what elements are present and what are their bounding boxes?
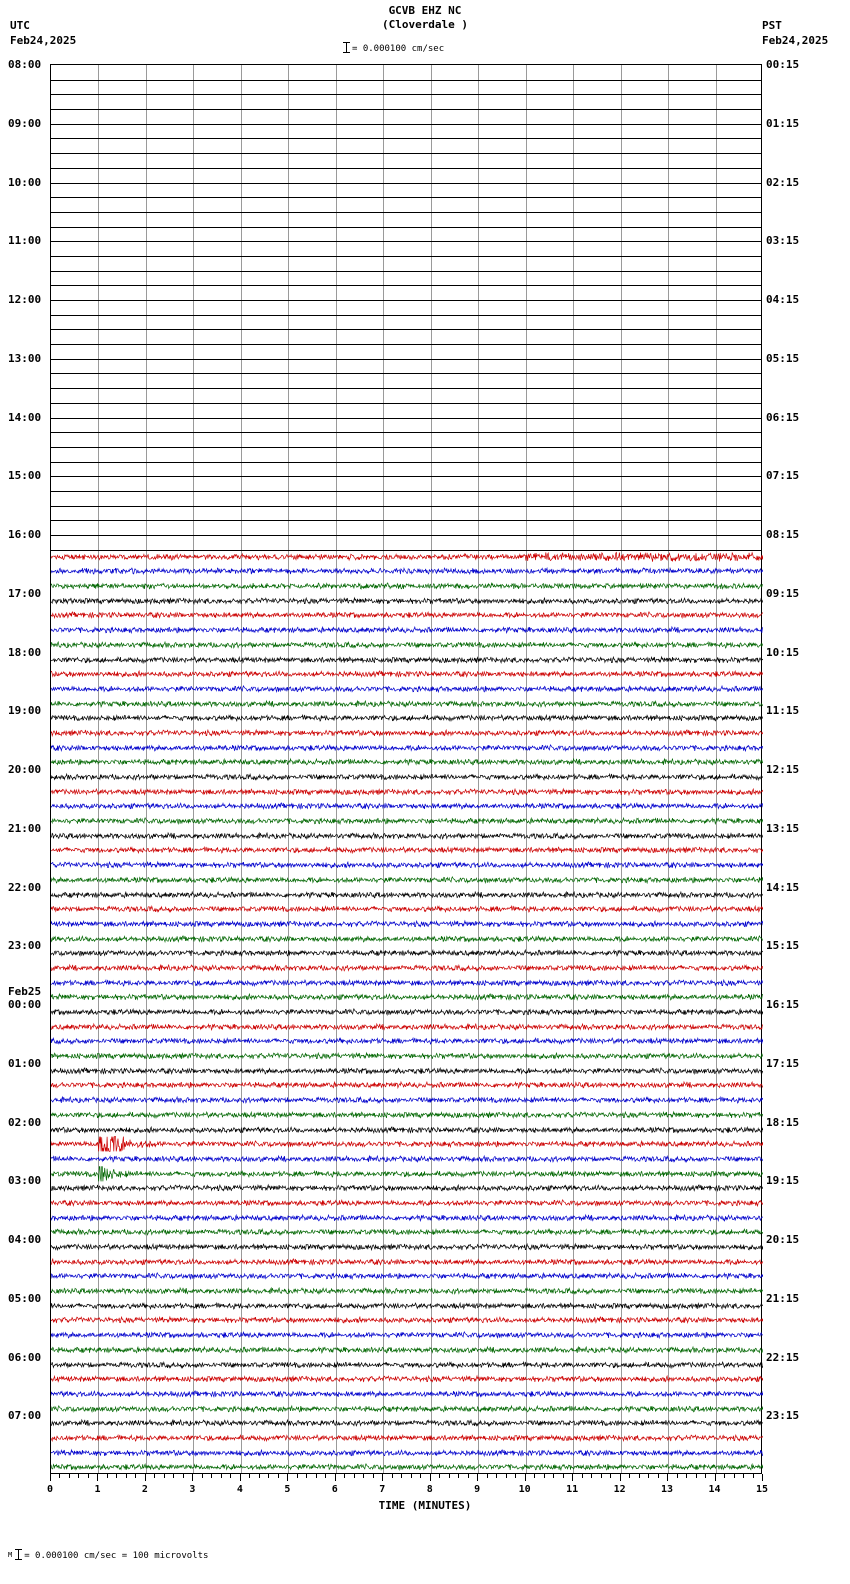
seismic-trace <box>51 1430 763 1446</box>
utc-hour-label: 08:00 <box>8 58 42 71</box>
x-axis-minor-tick <box>677 1474 678 1478</box>
pst-hour-label: 14:15 <box>766 880 800 894</box>
scale-bar-icon <box>346 42 347 53</box>
hour-separator <box>51 520 761 521</box>
utc-hour-label: 13:00 <box>8 351 42 365</box>
seismic-trace <box>51 607 763 623</box>
pst-hour-label: 23:15 <box>766 1409 800 1423</box>
x-axis-minor-tick <box>724 1474 725 1478</box>
hour-separator <box>51 447 761 448</box>
x-axis-minor-tick <box>601 1474 602 1478</box>
seismic-trace <box>51 725 763 741</box>
x-axis-minor-tick <box>88 1474 89 1478</box>
location-line: (Cloverdale ) <box>381 18 469 31</box>
utc-hour-label: 16:00 <box>8 528 42 541</box>
x-axis-minor-tick <box>297 1474 298 1478</box>
hour-separator <box>51 256 761 257</box>
pst-hour-label: 03:15 <box>766 234 800 248</box>
seismic-trace <box>51 1180 763 1196</box>
x-axis-minor-tick <box>344 1474 345 1478</box>
hour-separator <box>51 285 761 286</box>
footer-text: = 0.000100 cm/sec = 100 microvolts <box>24 1551 209 1561</box>
pst-header <box>762 18 828 48</box>
utc-hour-label: 20:00 <box>8 763 42 776</box>
hour-separator <box>51 315 761 316</box>
x-axis-minor-tick <box>59 1474 60 1478</box>
utc-hour-label: 04:00 <box>8 1233 42 1246</box>
hour-separator <box>51 138 761 139</box>
hour-separator <box>51 168 761 169</box>
x-axis-minor-tick <box>306 1474 307 1478</box>
x-axis-minor-tick <box>363 1474 364 1478</box>
seismic-trace <box>51 769 763 785</box>
hour-separator <box>51 506 761 507</box>
chart-title <box>0 4 850 32</box>
utc-hour-label: 01:00 <box>8 1056 42 1070</box>
x-axis-minor-tick <box>154 1474 155 1478</box>
x-axis-minor-tick <box>515 1474 516 1478</box>
footer-scale-note <box>8 1549 208 1561</box>
seismic-trace <box>51 1342 763 1358</box>
seismic-trace <box>51 1077 763 1093</box>
seismic-trace <box>51 681 763 697</box>
seismic-trace <box>51 945 763 961</box>
hour-separator <box>51 432 761 433</box>
x-axis-minor-tick <box>487 1474 488 1478</box>
x-axis-tick-label: 12 <box>613 1484 626 1495</box>
footer-prefix: M <box>8 1551 13 1559</box>
utc-hour-label: 14:00 <box>8 410 42 424</box>
hour-separator <box>51 227 761 228</box>
utc-hour-label: 19:00 <box>8 704 42 718</box>
x-axis-major-tick <box>192 1474 193 1481</box>
seismic-trace <box>51 1107 763 1123</box>
seismic-trace <box>51 637 763 653</box>
pst-hour-label: 22:15 <box>766 1350 800 1364</box>
x-axis-minor-tick <box>439 1474 440 1478</box>
seismic-trace <box>51 754 763 770</box>
hour-separator <box>51 403 761 404</box>
utc-day-marker: Feb25 <box>8 985 42 998</box>
x-axis-minor-tick <box>411 1474 412 1478</box>
hour-separator <box>51 462 761 463</box>
hour-separator <box>51 476 761 477</box>
seismic-trace <box>51 842 763 858</box>
seismic-trace <box>51 563 763 579</box>
hour-separator <box>51 373 761 374</box>
x-axis-minor-tick <box>753 1474 754 1478</box>
x-axis-minor-tick <box>354 1474 355 1478</box>
seismic-trace <box>51 1224 763 1240</box>
seismic-trace <box>51 666 763 682</box>
seismic-trace <box>51 857 763 873</box>
helicorder-plot[interactable] <box>50 64 762 1474</box>
x-axis-minor-tick <box>373 1474 374 1478</box>
x-axis-minor-tick <box>420 1474 421 1478</box>
x-axis-minor-tick <box>468 1474 469 1478</box>
pst-hour-label: 15:15 <box>766 939 800 953</box>
x-axis-tick-label: 13 <box>661 1484 674 1495</box>
seismic-trace <box>51 1268 763 1284</box>
x-axis-tick-label: 5 <box>284 1484 291 1495</box>
pst-zone-label: PST <box>762 19 782 32</box>
utc-zone-label: UTC <box>10 19 30 32</box>
x-axis-minor-tick <box>458 1474 459 1478</box>
scale-note-text: = 0.000100 cm/sec <box>352 44 445 54</box>
x-axis-tick-label: 15 <box>755 1484 769 1495</box>
x-axis-tick-label: 11 <box>566 1484 579 1495</box>
utc-hour-label: 15:00 <box>8 469 42 483</box>
hour-separator <box>51 329 761 330</box>
pst-hour-label: 08:15 <box>766 528 800 541</box>
x-axis-minor-tick <box>211 1474 212 1478</box>
seismic-trace <box>51 1136 763 1152</box>
x-axis-major-tick <box>525 1474 526 1481</box>
seismic-trace <box>51 1327 763 1343</box>
x-axis-minor-tick <box>173 1474 174 1478</box>
x-axis-minor-tick <box>401 1474 402 1478</box>
utc-hour-label: 21:00 <box>8 821 42 835</box>
utc-hour-label: 00:00 <box>8 998 42 1011</box>
hour-separator <box>51 80 761 81</box>
seismic-trace <box>51 798 763 814</box>
seismic-trace <box>51 872 763 888</box>
hour-separator <box>51 183 761 184</box>
x-axis-tick-label: 1 <box>94 1484 101 1495</box>
x-axis-major-tick <box>477 1474 478 1481</box>
amplitude-scale-note <box>346 42 444 54</box>
pst-hour-label: 18:15 <box>766 1115 800 1129</box>
pst-hour-label: 00:15 <box>766 58 800 71</box>
x-axis-minor-tick <box>259 1474 260 1478</box>
hour-separator <box>51 153 761 154</box>
utc-hour-label: 02:00 <box>8 1115 42 1129</box>
x-axis-ticks <box>50 1474 762 1486</box>
x-axis-minor-tick <box>164 1474 165 1478</box>
pst-hour-label: 10:15 <box>766 645 800 659</box>
utc-hour-label: 11:00 <box>8 234 42 248</box>
x-axis-minor-tick <box>629 1474 630 1478</box>
station-line: GCVB EHZ NC <box>388 4 462 17</box>
x-axis-tick-label: 9 <box>474 1484 481 1495</box>
seismic-trace <box>51 1459 763 1475</box>
x-axis-major-tick <box>240 1474 241 1481</box>
pst-hour-label: 19:15 <box>766 1174 800 1188</box>
footer-scale-bar-icon <box>18 1549 19 1560</box>
seismic-trace <box>51 710 763 726</box>
hour-separator <box>51 300 761 301</box>
x-axis-minor-tick <box>278 1474 279 1478</box>
seismic-trace <box>51 1151 763 1167</box>
x-axis-major-tick <box>382 1474 383 1481</box>
x-axis-minor-tick <box>316 1474 317 1478</box>
hour-separator <box>51 94 761 95</box>
seismic-trace <box>51 1415 763 1431</box>
x-axis-title: TIME (MINUTES) <box>378 1499 472 1512</box>
x-axis-minor-tick <box>496 1474 497 1478</box>
seismic-trace <box>51 813 763 829</box>
pst-hour-label: 13:15 <box>766 821 800 835</box>
seismic-trace <box>51 1033 763 1049</box>
hour-separator <box>51 418 761 419</box>
x-axis-minor-tick <box>734 1474 735 1478</box>
x-axis-minor-tick <box>658 1474 659 1478</box>
utc-header <box>10 18 76 48</box>
x-axis-tick-label: 0 <box>46 1484 54 1495</box>
hour-separator <box>51 212 761 213</box>
x-axis-minor-tick <box>582 1474 583 1478</box>
pst-hour-label: 21:15 <box>766 1291 800 1305</box>
pst-hour-label: 12:15 <box>766 763 800 776</box>
hour-separator <box>51 388 761 389</box>
utc-hour-label: 22:00 <box>8 880 42 894</box>
x-axis-minor-tick <box>610 1474 611 1478</box>
x-axis-tick-label: 6 <box>331 1484 338 1495</box>
x-axis-minor-tick <box>69 1474 70 1478</box>
hour-separator <box>51 491 761 492</box>
x-axis-minor-tick <box>639 1474 640 1478</box>
x-axis-minor-tick <box>686 1474 687 1478</box>
x-axis-tick-label: 10 <box>518 1484 531 1495</box>
seismic-trace <box>51 1239 763 1255</box>
hour-separator <box>51 109 761 110</box>
x-axis-minor-tick <box>506 1474 507 1478</box>
utc-hour-label: 10:00 <box>8 175 42 189</box>
seismic-trace <box>51 1048 763 1064</box>
utc-hour-label: 09:00 <box>8 116 42 130</box>
x-axis-major-tick <box>287 1474 288 1481</box>
seismic-trace <box>51 901 763 917</box>
hour-separator <box>51 344 761 345</box>
x-axis-minor-tick <box>221 1474 222 1478</box>
seismic-trace <box>51 578 763 594</box>
x-axis-minor-tick <box>107 1474 108 1478</box>
utc-date-label: Feb24,2025 <box>10 34 77 47</box>
x-axis-major-tick <box>335 1474 336 1481</box>
x-axis-major-tick <box>145 1474 146 1481</box>
pst-hour-label: 04:15 <box>766 293 800 306</box>
utc-hour-label: 23:00 <box>8 939 42 953</box>
seismic-trace <box>51 916 763 932</box>
x-axis-tick-label: 4 <box>236 1484 243 1495</box>
x-axis-major-tick <box>762 1474 763 1481</box>
x-axis-major-tick <box>50 1474 51 1481</box>
x-axis-minor-tick <box>202 1474 203 1478</box>
hour-separator <box>51 271 761 272</box>
x-axis-minor-tick <box>648 1474 649 1478</box>
seismic-trace <box>51 1283 763 1299</box>
x-axis-minor-tick <box>78 1474 79 1478</box>
x-axis-minor-tick <box>325 1474 326 1478</box>
x-axis-major-tick <box>97 1474 98 1481</box>
x-axis-tick-label: 14 <box>708 1484 721 1495</box>
hour-separator <box>51 359 761 360</box>
seismic-trace <box>51 1004 763 1020</box>
pst-hour-label: 17:15 <box>766 1056 800 1070</box>
seismic-trace <box>51 1092 763 1108</box>
utc-hour-label: 06:00 <box>8 1350 42 1364</box>
x-axis-tick-label: 3 <box>189 1484 196 1495</box>
x-axis-minor-tick <box>553 1474 554 1478</box>
pst-hour-label: 05:15 <box>766 351 800 365</box>
x-axis-minor-tick <box>696 1474 697 1478</box>
pst-hour-label: 02:15 <box>766 175 800 189</box>
utc-hour-label: 05:00 <box>8 1291 42 1305</box>
seismic-trace <box>51 1386 763 1402</box>
utc-hour-label: 18:00 <box>8 645 42 659</box>
x-axis-minor-tick <box>392 1474 393 1478</box>
seismic-trace <box>51 1371 763 1387</box>
x-axis-major-tick <box>715 1474 716 1481</box>
x-axis-major-tick <box>572 1474 573 1481</box>
x-axis-minor-tick <box>230 1474 231 1478</box>
pst-date-label: Feb24,2025 <box>762 34 829 47</box>
x-axis-tick-label: 7 <box>379 1484 386 1495</box>
utc-hour-label: 12:00 <box>8 293 42 306</box>
utc-hour-label: 17:00 <box>8 586 42 600</box>
hour-separator <box>51 197 761 198</box>
pst-hour-label: 01:15 <box>766 116 800 130</box>
x-axis-tick-label: 2 <box>141 1484 148 1495</box>
x-axis-minor-tick <box>268 1474 269 1478</box>
x-axis-minor-tick <box>563 1474 564 1478</box>
x-axis-major-tick <box>620 1474 621 1481</box>
hour-separator <box>51 241 761 242</box>
seismic-trace <box>51 960 763 976</box>
x-axis-minor-tick <box>544 1474 545 1478</box>
x-axis-major-tick <box>667 1474 668 1481</box>
x-axis-minor-tick <box>743 1474 744 1478</box>
pst-hour-label: 20:15 <box>766 1233 800 1246</box>
utc-hour-label: 07:00 <box>8 1409 42 1423</box>
seismic-trace <box>51 1312 763 1328</box>
pst-hour-label: 06:15 <box>766 410 800 424</box>
x-axis-minor-tick <box>705 1474 706 1478</box>
pst-hour-label: 11:15 <box>766 704 800 718</box>
hour-separator <box>51 535 761 536</box>
x-axis-minor-tick <box>534 1474 535 1478</box>
x-axis-major-tick <box>430 1474 431 1481</box>
x-axis-minor-tick <box>183 1474 184 1478</box>
seismic-trace <box>51 622 763 638</box>
x-axis-minor-tick <box>449 1474 450 1478</box>
x-axis-minor-tick <box>116 1474 117 1478</box>
x-axis-minor-tick <box>126 1474 127 1478</box>
hour-separator <box>51 124 761 125</box>
x-axis-minor-tick <box>249 1474 250 1478</box>
pst-hour-label: 16:15 <box>766 998 800 1011</box>
seismic-trace <box>51 1195 763 1211</box>
pst-hour-label: 09:15 <box>766 586 800 600</box>
x-axis-minor-tick <box>591 1474 592 1478</box>
seismic-trace <box>51 989 763 1005</box>
utc-hour-label: 03:00 <box>8 1174 42 1188</box>
x-axis-minor-tick <box>135 1474 136 1478</box>
pst-hour-label: 07:15 <box>766 469 800 483</box>
x-axis-tick-label: 8 <box>426 1484 433 1495</box>
